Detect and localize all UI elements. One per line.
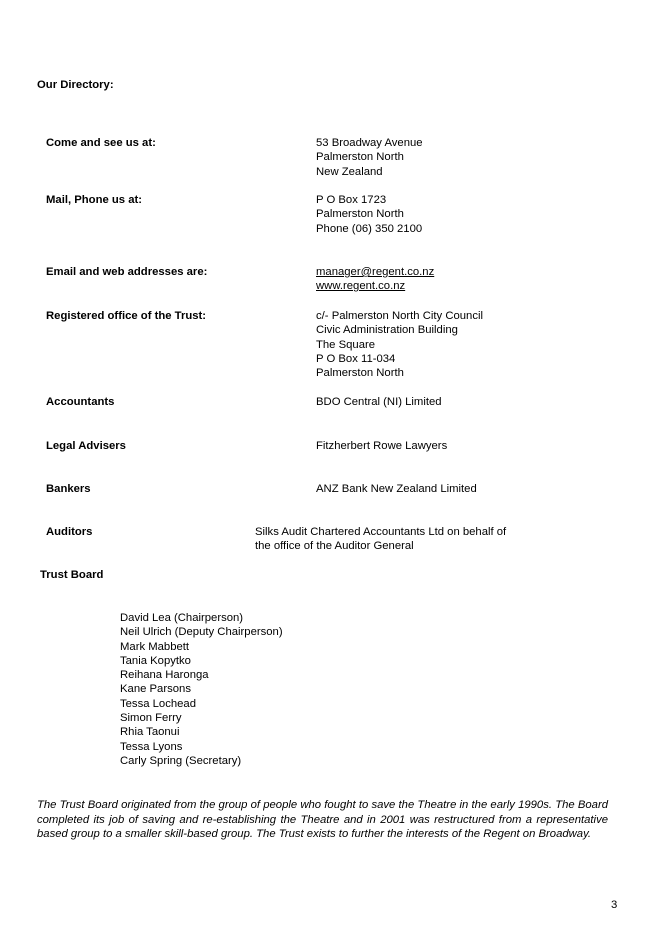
- website-link[interactable]: www.regent.co.nz: [316, 280, 406, 293]
- board-member: David Lea (Chairperson): [120, 612, 244, 624]
- value-line: Fitzherbert Rowe Lawyers: [316, 440, 448, 452]
- row-value: [316, 193, 422, 236]
- row-label: Registered office of the Trust:: [46, 310, 207, 322]
- value-line: Palmerston North: [316, 367, 404, 380]
- row-label: Mail, Phone us at:: [46, 194, 143, 206]
- board-member: Tessa Lyons: [120, 740, 183, 753]
- value-line: BDO Central (NI) Limited: [316, 396, 442, 408]
- board-member: Reihana Haronga: [120, 669, 209, 682]
- email-link[interactable]: manager@regent.co.nz: [316, 266, 435, 278]
- row-value: [316, 482, 477, 496]
- board-member: Neil Ulrich (Deputy Chairperson): [120, 626, 283, 639]
- row-value: [316, 136, 423, 179]
- value-line: New Zealand: [316, 165, 383, 178]
- row-value: [316, 395, 442, 409]
- page-number: 3: [611, 899, 618, 911]
- value-line: P O Box 1723: [316, 194, 387, 206]
- row-value: [316, 439, 447, 453]
- value-line: ANZ Bank New Zealand Limited: [316, 483, 477, 495]
- value-line: c/- Palmerston North City Council: [316, 310, 483, 322]
- trust-board-member-list: [120, 611, 283, 768]
- board-member: Simon Ferry: [120, 712, 182, 725]
- board-member: Kane Parsons: [120, 683, 191, 696]
- value-line: Phone (06) 350 2100: [316, 222, 423, 235]
- row-value: [316, 265, 434, 294]
- row-label: Come and see us at:: [46, 137, 156, 149]
- board-member: Tessa Lochead: [120, 697, 196, 710]
- row-label: Accountants: [46, 396, 115, 408]
- row-label: Auditors: [46, 526, 93, 538]
- board-member: Mark Mabbett: [120, 640, 190, 653]
- row-label: Legal Advisers: [46, 440, 126, 452]
- row-value: [316, 309, 483, 380]
- value-line: The Square: [316, 338, 376, 351]
- value-line: Silks Audit Chartered Accountants Ltd on behalf of: [255, 526, 507, 538]
- page-heading: Our Directory:: [37, 79, 114, 91]
- value-line: [316, 279, 434, 293]
- value-line: the office of the Auditor General: [255, 540, 414, 553]
- value-line: 53 Broadway Avenue: [316, 137, 423, 149]
- trust-board-footnote: The Trust Board originated from the group of people who fought to save the Theatre in the early 1990s. The Board completed its job of saving and re-establishing the Theatre and in 2001 was restructured from a representative based group to a smaller skill-based group. The Trust exists to further the interests of the Regent on Broadway.: [37, 799, 608, 840]
- row-label: Email and web addresses are:: [46, 266, 208, 278]
- row-label: Bankers: [46, 483, 91, 495]
- row-value: [255, 525, 506, 554]
- board-member: Carly Spring (Secretary): [120, 754, 242, 767]
- value-line: Palmerston North: [316, 208, 404, 221]
- value-line: P O Box 11-034: [316, 352, 396, 365]
- board-member: Rhia Taonui: [120, 726, 180, 739]
- value-line: Palmerston North: [316, 151, 404, 164]
- value-line: Civic Administration Building: [316, 324, 458, 337]
- value-line: [316, 265, 434, 279]
- trust-board-heading: Trust Board: [40, 569, 104, 581]
- board-member: Tania Kopytko: [120, 654, 191, 667]
